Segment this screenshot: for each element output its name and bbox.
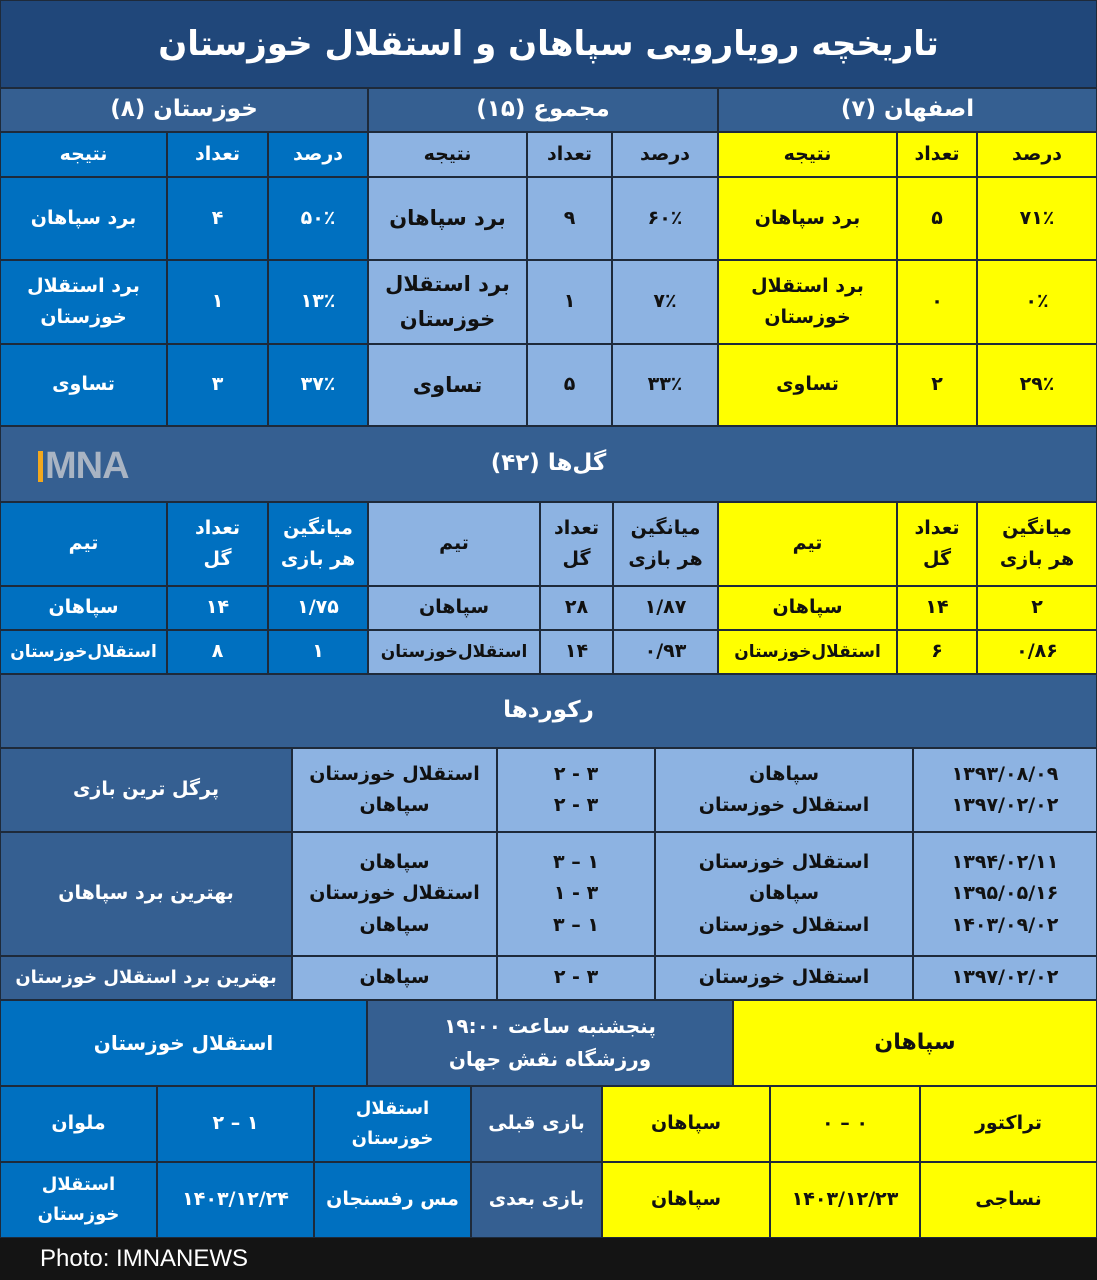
result-percent: ۱۳٪ xyxy=(268,260,368,344)
team-line1: استقلال xyxy=(355,1098,430,1120)
result-label: تساوی xyxy=(718,344,897,426)
match-score: ۱ – ۳ xyxy=(553,913,599,936)
header-line2: هر بازی xyxy=(999,548,1075,570)
sepahan-detail: ۱۴۰۳/۱۲/۲۳ xyxy=(770,1162,920,1238)
col-header-result: نتیجه xyxy=(718,132,897,177)
team-name: استقلال خوزستان xyxy=(698,913,870,936)
result-label-line2: خوزستان xyxy=(764,306,851,328)
col-header-goals xyxy=(167,502,268,586)
col-header-average xyxy=(268,502,368,586)
goals-average: ۰/۸۶ xyxy=(977,630,1097,674)
col-header-count: تعداد xyxy=(897,132,977,177)
col-header-goals xyxy=(540,502,613,586)
result-count: ۱ xyxy=(167,260,268,344)
form-row xyxy=(0,1086,1097,1162)
goals-count: ۱۴ xyxy=(540,630,613,674)
match-date: ۱۳۹۵/۰۵/۱۶ xyxy=(951,882,1059,905)
page-title: تاریخچه رویارویی سپاهان و استقلال خوزستان xyxy=(0,0,1097,88)
upcoming-match-row xyxy=(0,1000,1097,1086)
header-line2: گل xyxy=(923,548,952,570)
col-header-percent: درصد xyxy=(612,132,718,177)
result-label xyxy=(0,260,167,344)
team-line1: استقلال xyxy=(41,1174,116,1196)
home-team: سپاهان xyxy=(733,1000,1097,1086)
result-percent: ۷٪ xyxy=(612,260,718,344)
header-line1: تعداد xyxy=(553,516,600,539)
result-label: تساوی xyxy=(0,344,167,426)
header-line1: تعداد xyxy=(914,516,960,539)
record-scores xyxy=(497,748,655,832)
khuzestan-detail: ۱ – ۲ xyxy=(157,1086,314,1162)
goals-column-header-row xyxy=(0,502,1097,586)
result-percent: ۳۳٪ xyxy=(612,344,718,426)
results-row xyxy=(0,344,1097,426)
title-row xyxy=(0,0,1097,88)
header-line2: گل xyxy=(562,548,591,570)
match-date: ۱۳۹۴/۰۲/۱۱ xyxy=(951,850,1059,873)
result-label-line2: خوزستان xyxy=(40,306,127,328)
record-group xyxy=(0,748,1097,832)
record-away-teams xyxy=(292,748,497,832)
team-name: استقلال خوزستان xyxy=(309,762,480,785)
team-name: استقلال خوزستان xyxy=(309,882,480,905)
result-label-line1: برد استقلال xyxy=(751,274,864,297)
khuzestan-team: مس رفسنجان xyxy=(314,1162,471,1238)
logo-text: MNA xyxy=(45,445,129,487)
goals-header-row xyxy=(0,426,1097,502)
sepahan-opponent: نساجی xyxy=(920,1162,1097,1238)
goals-average: ۱/۷۵ xyxy=(268,586,368,630)
header-line2: هر بازی xyxy=(628,548,703,570)
form-label: بازی قبلی xyxy=(471,1086,602,1162)
match-date: ۱۳۹۷/۰۲/۰۲ xyxy=(951,794,1059,816)
col-header-result: نتیجه xyxy=(368,132,527,177)
match-date: ۱۳۹۳/۰۸/۰۹ xyxy=(951,762,1059,785)
team-name: سپاهان xyxy=(748,882,820,905)
result-percent: ۷۱٪ xyxy=(977,177,1097,260)
record-scores xyxy=(497,832,655,956)
khuzestan-opponent: ملوان xyxy=(0,1086,157,1162)
away-team: استقلال خوزستان xyxy=(0,1000,367,1086)
group-header-khuzestan: خوزستان (۸) xyxy=(0,88,368,132)
match-venue: ورزشگاه نقش جهان xyxy=(448,1047,652,1071)
team-name: استقلال خوزستان xyxy=(698,850,870,873)
result-label: برد سپاهان xyxy=(718,177,897,260)
result-label-line1: برد استقلال xyxy=(27,274,140,297)
result-percent: ۶۰٪ xyxy=(612,177,718,260)
result-label xyxy=(718,260,897,344)
col-header-average xyxy=(613,502,718,586)
col-header-goals xyxy=(897,502,977,586)
team-name: استقلال‌خوزستان xyxy=(0,630,167,674)
goals-title: گل‌ها (۴۲) xyxy=(0,426,1097,502)
team-name: سپاهان xyxy=(359,913,430,936)
photo-credit: Photo: IMNANEWS xyxy=(40,1245,249,1272)
record-dates xyxy=(913,832,1097,956)
team-name: سپاهان xyxy=(368,586,540,630)
result-label: برد سپاهان xyxy=(368,177,527,260)
match-date: ۱۴۰۳/۰۹/۰۲ xyxy=(951,913,1059,936)
goals-average: ۱/۸۷ xyxy=(613,586,718,630)
col-header-result: نتیجه xyxy=(0,132,167,177)
col-header-count: تعداد xyxy=(167,132,268,177)
team-name: استقلال‌خوزستان xyxy=(368,630,540,674)
match-score: ۳ - ۲ xyxy=(553,762,599,785)
form-label: بازی بعدی xyxy=(471,1162,602,1238)
group-header-isfahan: اصفهان (۷) xyxy=(718,88,1097,132)
record-label: بهترین برد استقلال خوزستان xyxy=(0,956,292,1000)
result-label-line2: خوزستان xyxy=(399,307,496,331)
record-label: بهترین برد سپاهان xyxy=(0,832,292,956)
result-label-line1: برد استقلال xyxy=(385,272,510,297)
goals-row xyxy=(0,630,1097,674)
team-name: سپاهان xyxy=(718,586,897,630)
header-line1: میانگین xyxy=(283,516,353,539)
col-header-team: تیم xyxy=(0,502,167,586)
col-header-team: تیم xyxy=(368,502,540,586)
header-line2: گل xyxy=(203,548,232,570)
sepahan-opponent: تراکتور xyxy=(920,1086,1097,1162)
result-label xyxy=(368,260,527,344)
match-date: ۱۳۹۷/۰۲/۰۲ xyxy=(913,956,1097,1000)
record-away-teams xyxy=(292,832,497,956)
results-column-header-row xyxy=(0,132,1097,177)
sepahan-detail: ۰ – ۰ xyxy=(770,1086,920,1162)
result-label: برد سپاهان xyxy=(0,177,167,260)
goals-row xyxy=(0,586,1097,630)
col-header-percent: درصد xyxy=(268,132,368,177)
result-count: ۴ xyxy=(167,177,268,260)
goals-average: ۲ xyxy=(977,586,1097,630)
col-header-percent: درصد xyxy=(977,132,1097,177)
logo-bar-icon xyxy=(38,451,43,482)
team-name: سپاهان xyxy=(748,762,820,785)
match-time: پنجشنبه ساعت ۱۹:۰۰ xyxy=(444,1014,656,1038)
team-line2: خوزستان xyxy=(37,1204,120,1225)
result-count: ۲ xyxy=(897,344,977,426)
team-name: سپاهان xyxy=(0,586,167,630)
match-score: ۳ - ۲ xyxy=(553,794,599,816)
goals-count: ۶ xyxy=(897,630,977,674)
header-line2: هر بازی xyxy=(280,548,356,570)
form-row xyxy=(0,1162,1097,1238)
results-row xyxy=(0,260,1097,344)
goals-count: ۸ xyxy=(167,630,268,674)
result-percent: ۲۹٪ xyxy=(977,344,1097,426)
result-label: تساوی xyxy=(368,344,527,426)
record-group xyxy=(0,832,1097,956)
results-row xyxy=(0,177,1097,260)
records-header-row xyxy=(0,674,1097,748)
team-name: استقلال خوزستان xyxy=(655,956,913,1000)
record-group xyxy=(0,956,1097,1000)
result-count: ۱ xyxy=(527,260,612,344)
team-name: سپاهان xyxy=(292,956,497,1000)
imna-logo xyxy=(38,445,129,488)
records-title: رکوردها xyxy=(0,674,1097,748)
result-count: ۵ xyxy=(527,344,612,426)
result-percent: ۵۰٪ xyxy=(268,177,368,260)
record-home-teams xyxy=(655,748,913,832)
result-count: ۹ xyxy=(527,177,612,260)
result-percent: ۰٪ xyxy=(977,260,1097,344)
result-count: ۳ xyxy=(167,344,268,426)
result-count: ۰ xyxy=(897,260,977,344)
goals-count: ۱۴ xyxy=(897,586,977,630)
header-line1: میانگین xyxy=(630,516,701,539)
team-name: استقلال خوزستان xyxy=(698,794,870,816)
goals-count: ۲۸ xyxy=(540,586,613,630)
record-label: پرگل ترین بازی xyxy=(0,748,292,832)
goals-count: ۱۴ xyxy=(167,586,268,630)
record-dates xyxy=(913,748,1097,832)
team-name: استقلال‌خوزستان xyxy=(718,630,897,674)
match-info xyxy=(367,1000,733,1086)
result-percent: ۳۷٪ xyxy=(268,344,368,426)
col-header-team: تیم xyxy=(718,502,897,586)
group-header-total: مجموع (۱۵) xyxy=(368,88,718,132)
col-header-average xyxy=(977,502,1097,586)
results-group-header-row xyxy=(0,88,1097,132)
khuzestan-team xyxy=(314,1086,471,1162)
khuzestan-detail: ۱۴۰۳/۱۲/۲۴ xyxy=(157,1162,314,1238)
result-count: ۵ xyxy=(897,177,977,260)
khuzestan-opponent xyxy=(0,1162,157,1238)
match-score: ۱ – ۳ xyxy=(553,850,599,873)
team-name: سپاهان xyxy=(359,794,430,816)
match-score: ۳ - ۲ xyxy=(497,956,655,1000)
header-line1: میانگین xyxy=(1002,516,1072,539)
record-home-teams xyxy=(655,832,913,956)
team-line2: خوزستان xyxy=(351,1128,434,1149)
sepahan-team: سپاهان xyxy=(602,1162,770,1238)
team-name: سپاهان xyxy=(359,850,430,873)
goals-average: ۰/۹۳ xyxy=(613,630,718,674)
col-header-count: تعداد xyxy=(527,132,612,177)
sepahan-team: سپاهان xyxy=(602,1086,770,1162)
match-score: ۳ - ۱ xyxy=(553,882,599,905)
goals-average: ۱ xyxy=(268,630,368,674)
header-line1: تعداد xyxy=(194,516,241,539)
